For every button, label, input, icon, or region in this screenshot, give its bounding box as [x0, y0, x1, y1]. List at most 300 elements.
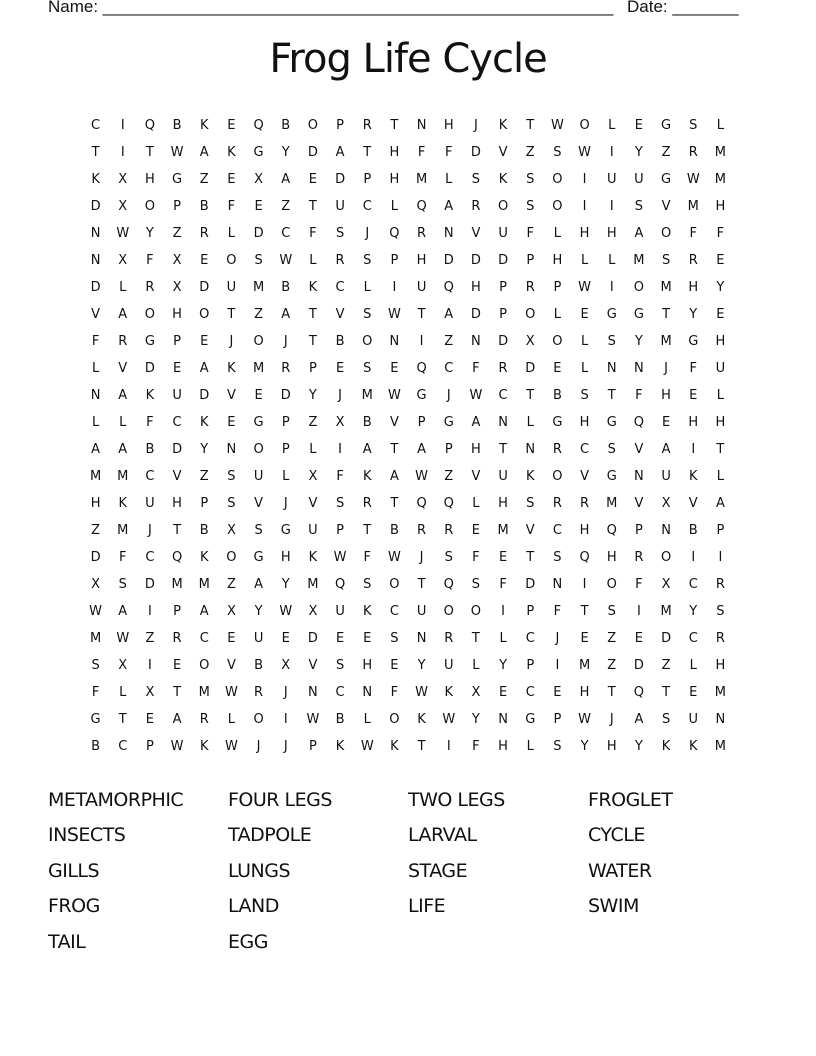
grid-letter[interactable]: N [362, 685, 373, 700]
grid-letter[interactable]: L [227, 226, 236, 241]
grid-letter[interactable]: A [661, 442, 671, 457]
grid-letter[interactable]: J [419, 550, 424, 565]
grid-letter[interactable]: P [634, 523, 643, 538]
grid-letter[interactable]: F [472, 739, 480, 754]
grid-letter[interactable]: X [254, 172, 264, 187]
grid-letter[interactable]: T [662, 685, 671, 700]
grid-letter[interactable]: R [498, 361, 508, 376]
grid-letter[interactable]: H [416, 253, 427, 268]
grid-letter[interactable]: U [634, 172, 644, 187]
grid-letter[interactable]: V [471, 469, 481, 484]
grid-letter[interactable]: P [281, 415, 290, 430]
grid-letter[interactable]: P [499, 307, 507, 322]
grid-letter[interactable]: S [335, 226, 345, 241]
grid-letter[interactable]: C [335, 280, 345, 295]
grid-letter[interactable]: G [253, 145, 264, 160]
grid-letter[interactable]: W [170, 145, 184, 160]
grid-letter[interactable]: F [635, 388, 643, 403]
grid-letter[interactable]: R [444, 631, 454, 646]
grid-letter[interactable]: N [661, 523, 671, 538]
grid-letter[interactable]: A [281, 172, 291, 187]
grid-letter[interactable]: K [227, 145, 236, 160]
grid-letter[interactable]: B [199, 523, 209, 538]
grid-letter[interactable]: F [445, 145, 453, 160]
grid-letter[interactable]: G [606, 415, 617, 430]
grid-letter[interactable]: I [718, 550, 723, 565]
grid-letter[interactable]: A [199, 604, 209, 619]
grid-letter[interactable]: W [578, 280, 591, 295]
grid-letter[interactable]: S [118, 577, 127, 592]
grid-letter[interactable]: A [362, 442, 372, 457]
grid-letter[interactable]: N [715, 712, 726, 727]
grid-letter[interactable]: W [333, 550, 347, 565]
grid-letter[interactable]: S [661, 712, 671, 727]
grid-letter[interactable]: F [689, 226, 697, 241]
grid-letter[interactable]: O [552, 469, 563, 484]
grid-letter[interactable]: L [716, 118, 725, 133]
grid-letter[interactable]: Y [145, 226, 154, 241]
grid-letter[interactable]: E [498, 685, 508, 700]
grid-letter[interactable]: V [308, 658, 318, 673]
grid-letter[interactable]: E [553, 685, 562, 700]
grid-letter[interactable]: V [226, 388, 236, 403]
grid-letter[interactable]: Z [444, 469, 454, 484]
grid-letter[interactable]: H [389, 145, 400, 160]
grid-letter[interactable]: E [689, 685, 698, 700]
grid-letter[interactable]: N [634, 469, 644, 484]
grid-letter[interactable]: M [633, 253, 645, 268]
grid-letter[interactable]: Q [253, 118, 264, 133]
grid-letter[interactable]: E [689, 388, 698, 403]
grid-letter[interactable]: H [579, 523, 590, 538]
grid-letter[interactable]: A [715, 496, 725, 511]
grid-letter[interactable]: D [525, 361, 536, 376]
grid-letter[interactable]: K [525, 469, 535, 484]
grid-letter[interactable]: X [308, 469, 318, 484]
grid-letter[interactable]: W [550, 118, 564, 133]
grid-letter[interactable]: X [471, 685, 481, 700]
grid-letter[interactable]: C [498, 388, 508, 403]
grid-letter[interactable]: E [471, 523, 481, 538]
grid-letter[interactable]: W [469, 388, 483, 403]
grid-letter[interactable]: C [91, 118, 101, 133]
grid-letter[interactable]: J [147, 523, 152, 538]
grid-letter[interactable]: R [715, 631, 725, 646]
grid-letter[interactable]: K [199, 739, 209, 754]
grid-letter[interactable]: D [172, 442, 183, 457]
grid-letter[interactable]: O [144, 307, 156, 322]
grid-letter[interactable]: N [416, 118, 427, 133]
grid-letter[interactable]: M [606, 496, 618, 511]
grid-letter[interactable]: R [634, 550, 644, 565]
grid-letter[interactable]: K [227, 361, 236, 376]
grid-letter[interactable]: L [91, 361, 100, 376]
grid-letter[interactable]: L [499, 631, 507, 646]
grid-letter[interactable]: K [444, 685, 453, 700]
grid-letter[interactable]: V [471, 226, 481, 241]
grid-letter[interactable]: L [119, 685, 127, 700]
grid-letter[interactable]: Q [171, 550, 183, 565]
grid-letter[interactable]: B [172, 118, 182, 133]
grid-letter[interactable]: K [145, 388, 155, 403]
grid-letter[interactable]: Y [689, 307, 698, 322]
grid-letter[interactable]: H [498, 496, 508, 511]
grid-letter[interactable]: E [227, 118, 236, 133]
grid-letter[interactable]: L [608, 253, 616, 268]
grid-letter[interactable]: D [633, 658, 644, 673]
grid-letter[interactable]: Y [689, 604, 698, 619]
grid-letter[interactable]: S [661, 253, 671, 268]
grid-letter[interactable]: D [525, 577, 536, 592]
grid-letter[interactable]: N [634, 361, 644, 376]
grid-letter[interactable]: Z [525, 145, 535, 160]
grid-letter[interactable]: Q [416, 496, 427, 511]
grid-letter[interactable]: R [525, 280, 535, 295]
grid-letter[interactable]: C [580, 442, 590, 457]
grid-letter[interactable]: M [171, 577, 183, 592]
grid-letter[interactable]: W [442, 712, 456, 727]
grid-letter[interactable]: V [525, 523, 535, 538]
grid-letter[interactable]: H [280, 550, 291, 565]
grid-letter[interactable]: S [607, 334, 616, 349]
grid-letter[interactable]: E [172, 658, 182, 673]
grid-letter[interactable]: H [715, 415, 726, 430]
grid-letter[interactable]: J [283, 685, 288, 700]
grid-letter[interactable]: A [118, 442, 128, 457]
grid-letter[interactable]: L [227, 712, 236, 727]
grid-letter[interactable]: O [199, 307, 210, 322]
grid-letter[interactable]: Q [443, 577, 454, 592]
grid-letter[interactable]: F [499, 577, 507, 592]
grid-letter[interactable]: E [580, 631, 589, 646]
grid-letter[interactable]: U [688, 712, 698, 727]
grid-letter[interactable]: X [661, 496, 671, 511]
grid-letter[interactable]: S [607, 442, 616, 457]
grid-letter[interactable]: H [688, 280, 699, 295]
grid-letter[interactable]: R [362, 496, 372, 511]
grid-letter[interactable]: E [227, 631, 236, 646]
grid-letter[interactable]: G [90, 712, 101, 727]
grid-letter[interactable]: K [199, 118, 209, 133]
grid-letter[interactable]: L [119, 280, 127, 295]
grid-letter[interactable]: L [390, 199, 399, 214]
grid-letter[interactable]: M [660, 280, 672, 295]
grid-letter[interactable]: W [578, 712, 591, 727]
grid-letter[interactable]: E [553, 361, 562, 376]
grid-letter[interactable]: L [282, 469, 290, 484]
grid-letter[interactable]: Z [199, 469, 209, 484]
grid-letter[interactable]: Q [416, 199, 427, 214]
grid-letter[interactable]: W [279, 604, 293, 619]
grid-letter[interactable]: M [252, 361, 265, 376]
grid-letter[interactable]: N [226, 442, 237, 457]
grid-letter[interactable]: O [253, 334, 264, 349]
grid-letter[interactable]: O [226, 550, 237, 565]
grid-letter[interactable]: H [172, 307, 182, 322]
grid-letter[interactable]: W [224, 685, 238, 700]
grid-letter[interactable]: O [307, 118, 319, 133]
grid-letter[interactable]: N [525, 442, 536, 457]
grid-letter[interactable]: W [170, 739, 184, 754]
grid-letter[interactable]: H [606, 739, 617, 754]
grid-letter[interactable]: K [335, 739, 345, 754]
grid-letter[interactable]: X [226, 523, 236, 538]
grid-letter[interactable]: C [172, 415, 182, 430]
grid-letter[interactable]: T [499, 442, 508, 457]
grid-letter[interactable]: K [362, 604, 372, 619]
grid-letter[interactable]: Q [443, 280, 454, 295]
grid-letter[interactable]: J [283, 739, 288, 754]
grid-letter[interactable]: F [363, 550, 371, 565]
grid-letter[interactable]: G [443, 415, 454, 430]
grid-letter[interactable]: Z [607, 631, 617, 646]
grid-letter[interactable]: L [119, 415, 127, 430]
grid-letter[interactable]: G [552, 415, 563, 430]
grid-letter[interactable]: E [335, 631, 345, 646]
grid-letter[interactable]: X [335, 415, 345, 430]
grid-letter[interactable]: N [552, 577, 563, 592]
grid-letter[interactable]: R [335, 253, 345, 268]
grid-letter[interactable]: L [689, 658, 697, 673]
grid-letter[interactable]: I [446, 739, 451, 754]
grid-letter[interactable]: T [173, 685, 182, 700]
grid-letter[interactable]: B [145, 442, 155, 457]
grid-letter[interactable]: E [335, 361, 345, 376]
grid-letter[interactable]: T [308, 334, 317, 349]
grid-letter[interactable]: F [716, 226, 725, 241]
grid-letter[interactable]: B [335, 712, 345, 727]
grid-letter[interactable]: H [471, 280, 481, 295]
grid-letter[interactable]: E [172, 361, 182, 376]
grid-letter[interactable]: L [553, 307, 562, 322]
grid-letter[interactable]: F [91, 334, 100, 349]
grid-letter[interactable]: H [471, 442, 481, 457]
grid-letter[interactable]: U [715, 361, 726, 376]
grid-letter[interactable]: C [525, 631, 535, 646]
grid-letter[interactable]: J [609, 712, 614, 727]
grid-letter[interactable]: Z [172, 226, 182, 241]
grid-letter[interactable]: U [498, 469, 508, 484]
grid-letter[interactable]: C [688, 577, 698, 592]
grid-letter[interactable]: I [609, 280, 614, 295]
grid-letter[interactable]: T [308, 307, 317, 322]
grid-letter[interactable]: W [415, 685, 428, 700]
grid-letter[interactable]: A [118, 388, 128, 403]
grid-letter[interactable]: B [389, 523, 399, 538]
grid-letter[interactable]: E [363, 631, 372, 646]
grid-letter[interactable]: X [172, 280, 182, 295]
grid-letter[interactable]: B [362, 415, 372, 430]
grid-letter[interactable]: I [636, 604, 641, 619]
grid-letter[interactable]: O [660, 550, 672, 565]
grid-letter[interactable]: S [471, 577, 481, 592]
grid-letter[interactable]: I [419, 334, 424, 349]
grid-letter[interactable]: X [281, 658, 291, 673]
grid-letter[interactable]: S [363, 253, 372, 268]
grid-letter[interactable]: V [634, 496, 644, 511]
grid-letter[interactable]: S [335, 496, 345, 511]
grid-letter[interactable]: G [253, 415, 264, 430]
grid-letter[interactable]: P [200, 496, 209, 511]
grid-letter[interactable]: U [443, 658, 454, 673]
grid-letter[interactable]: Y [716, 280, 725, 295]
grid-letter[interactable]: Z [661, 145, 671, 160]
grid-letter[interactable]: E [661, 415, 671, 430]
grid-letter[interactable]: P [145, 739, 154, 754]
grid-letter[interactable]: Y [634, 334, 643, 349]
grid-letter[interactable]: X [525, 334, 535, 349]
grid-letter[interactable]: G [688, 334, 699, 349]
grid-letter[interactable]: H [362, 658, 373, 673]
grid-letter[interactable]: I [501, 604, 505, 619]
grid-letter[interactable]: W [360, 739, 374, 754]
grid-letter[interactable]: E [227, 415, 236, 430]
grid-letter[interactable]: S [335, 658, 345, 673]
grid-letter[interactable]: T [471, 631, 480, 646]
grid-letter[interactable]: G [172, 172, 183, 187]
grid-letter[interactable]: U [226, 280, 237, 295]
grid-letter[interactable]: X [661, 577, 671, 592]
grid-letter[interactable]: Y [308, 388, 317, 403]
grid-letter[interactable]: E [498, 550, 508, 565]
grid-letter[interactable]: L [608, 118, 616, 133]
grid-letter[interactable]: M [361, 388, 373, 403]
grid-letter[interactable]: V [498, 145, 508, 160]
grid-letter[interactable]: S [526, 172, 535, 187]
grid-letter[interactable]: L [580, 253, 589, 268]
grid-letter[interactable]: U [661, 469, 671, 484]
grid-letter[interactable]: V [254, 496, 264, 511]
grid-letter[interactable]: Q [389, 226, 400, 241]
grid-letter[interactable]: K [417, 712, 426, 727]
grid-letter[interactable]: O [606, 577, 617, 592]
grid-letter[interactable]: E [227, 172, 236, 187]
grid-letter[interactable]: W [279, 253, 293, 268]
grid-letter[interactable]: E [308, 172, 318, 187]
grid-letter[interactable]: F [689, 361, 697, 376]
grid-letter[interactable]: I [609, 145, 614, 160]
grid-letter[interactable]: H [498, 739, 508, 754]
grid-letter[interactable]: P [716, 523, 725, 538]
grid-letter[interactable]: M [660, 334, 672, 349]
grid-letter[interactable]: W [89, 604, 102, 619]
grid-letter[interactable]: J [256, 739, 261, 754]
grid-letter[interactable]: H [715, 199, 726, 214]
grid-letter[interactable]: X [118, 658, 128, 673]
grid-letter[interactable]: O [362, 334, 373, 349]
grid-letter[interactable]: A [634, 226, 644, 241]
grid-letter[interactable]: U [253, 469, 264, 484]
grid-letter[interactable]: G [661, 172, 672, 187]
grid-letter[interactable]: C [552, 523, 562, 538]
grid-letter[interactable]: R [715, 577, 725, 592]
grid-letter[interactable]: S [553, 739, 562, 754]
grid-letter[interactable]: K [199, 415, 209, 430]
grid-letter[interactable]: B [552, 388, 562, 403]
grid-letter[interactable]: V [335, 307, 345, 322]
grid-letter[interactable]: F [553, 604, 562, 619]
grid-letter[interactable]: L [363, 280, 371, 295]
grid-letter[interactable]: R [199, 712, 209, 727]
grid-letter[interactable]: W [306, 712, 320, 727]
grid-letter[interactable]: D [661, 631, 672, 646]
grid-letter[interactable]: O [199, 658, 210, 673]
grid-letter[interactable]: X [118, 199, 128, 214]
grid-letter[interactable]: O [552, 172, 563, 187]
grid-letter[interactable]: N [498, 415, 508, 430]
grid-letter[interactable]: A [281, 307, 291, 322]
grid-letter[interactable]: I [147, 604, 152, 619]
grid-letter[interactable]: O [389, 577, 400, 592]
grid-letter[interactable]: F [227, 199, 236, 214]
grid-letter[interactable]: O [226, 253, 237, 268]
grid-letter[interactable]: Z [226, 577, 236, 592]
grid-letter[interactable]: R [580, 496, 590, 511]
grid-letter[interactable]: F [309, 226, 317, 241]
grid-letter[interactable]: F [417, 145, 426, 160]
grid-letter[interactable]: I [691, 550, 696, 565]
grid-letter[interactable]: R [688, 253, 698, 268]
grid-letter[interactable]: F [336, 469, 344, 484]
grid-letter[interactable]: T [526, 118, 535, 133]
grid-letter[interactable]: R [552, 496, 562, 511]
grid-letter[interactable]: X [308, 604, 318, 619]
grid-letter[interactable]: K [362, 469, 372, 484]
grid-letter[interactable]: U [498, 226, 508, 241]
grid-letter[interactable]: W [116, 631, 130, 646]
grid-letter[interactable]: P [336, 118, 344, 133]
grid-letter[interactable]: V [389, 415, 399, 430]
grid-letter[interactable]: X [118, 253, 128, 268]
grid-letter[interactable]: A [444, 307, 454, 322]
grid-letter[interactable]: G [144, 334, 155, 349]
grid-letter[interactable]: V [688, 496, 698, 511]
grid-letter[interactable]: O [470, 604, 482, 619]
grid-letter[interactable]: M [497, 523, 509, 538]
grid-letter[interactable]: W [686, 172, 700, 187]
grid-letter[interactable]: Y [471, 712, 480, 727]
grid-letter[interactable]: A [199, 361, 209, 376]
grid-letter[interactable]: K [688, 469, 698, 484]
grid-letter[interactable]: X [91, 577, 101, 592]
grid-letter[interactable]: V [634, 442, 644, 457]
grid-letter[interactable]: E [390, 361, 399, 376]
grid-letter[interactable]: L [472, 496, 480, 511]
grid-letter[interactable]: T [145, 145, 154, 160]
grid-letter[interactable]: H [579, 415, 590, 430]
grid-letter[interactable]: D [90, 280, 101, 295]
grid-letter[interactable]: T [607, 388, 616, 403]
grid-letter[interactable]: D [253, 226, 264, 241]
grid-letter[interactable]: T [716, 442, 725, 457]
grid-letter[interactable]: P [526, 604, 535, 619]
grid-letter[interactable]: J [338, 388, 342, 403]
grid-letter[interactable]: G [606, 307, 617, 322]
grid-letter[interactable]: H [606, 550, 617, 565]
grid-letter[interactable]: R [417, 226, 427, 241]
grid-letter[interactable]: S [634, 199, 644, 214]
grid-letter[interactable]: C [389, 604, 399, 619]
grid-letter[interactable]: L [580, 361, 589, 376]
grid-letter[interactable]: P [336, 523, 344, 538]
grid-letter[interactable]: P [526, 253, 535, 268]
grid-letter[interactable]: Z [199, 172, 209, 187]
grid-letter[interactable]: N [389, 334, 400, 349]
grid-letter[interactable]: D [144, 577, 155, 592]
grid-letter[interactable]: O [389, 712, 400, 727]
grid-letter[interactable]: W [415, 469, 428, 484]
grid-letter[interactable]: F [390, 685, 399, 700]
